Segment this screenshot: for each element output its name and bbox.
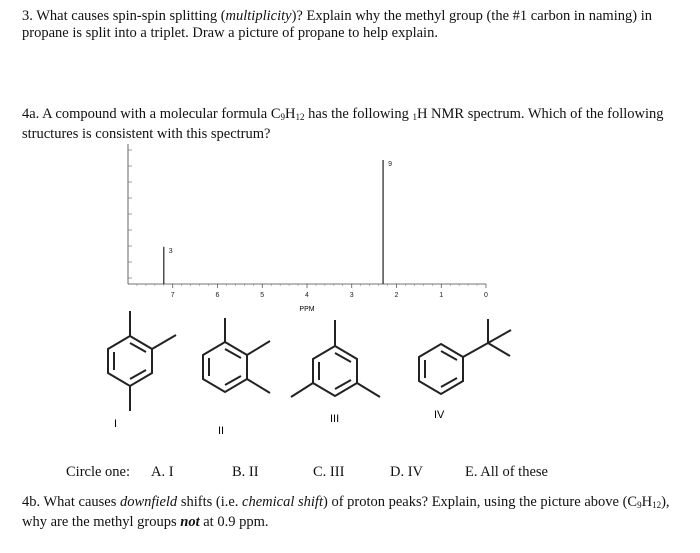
q4a-text-2: H bbox=[285, 106, 296, 122]
q4b-bold-italic: not bbox=[180, 514, 200, 530]
structure-iv-tert-butylbenzene bbox=[419, 319, 511, 394]
x-axis-tick-label: 0 bbox=[484, 292, 488, 299]
choice-prompt: Circle one: bbox=[66, 464, 131, 480]
x-axis-tick-label: 2 bbox=[394, 292, 399, 299]
q4a-sub-2: 12 bbox=[295, 112, 305, 122]
x-axis-label: PPM bbox=[299, 306, 315, 313]
q4b-text-4: H bbox=[641, 494, 653, 510]
choice-a[interactable]: A. I bbox=[151, 464, 174, 480]
q4b-text-3: ) of proton peaks? Explain, using the picture above (C bbox=[322, 494, 638, 510]
structure-label-iii: III bbox=[330, 413, 340, 425]
choice-b[interactable]: B. II bbox=[232, 464, 259, 480]
x-axis-tick-label: 1 bbox=[439, 292, 444, 299]
choice-c[interactable]: C. III bbox=[313, 464, 345, 480]
q4b-text-6: at 0.9 ppm. bbox=[199, 514, 269, 530]
structure-label-iv: IV bbox=[434, 409, 445, 421]
structure-i-mesitylene bbox=[108, 311, 176, 411]
q4b-text-1: 4b. What causes bbox=[22, 494, 120, 510]
x-axis-tick-label: 3 bbox=[349, 292, 354, 299]
q4b-italic-2: chemical shift bbox=[242, 494, 323, 510]
q4a-text-3: has the following bbox=[304, 106, 413, 122]
q4b-sub-1: 9 bbox=[637, 500, 642, 510]
peak-integration-label: 9 bbox=[388, 161, 392, 168]
x-axis-tick-label: 6 bbox=[215, 292, 220, 299]
question-4b bbox=[22, 494, 692, 531]
x-axis-tick-label: 4 bbox=[305, 292, 309, 299]
q3-text-lead: 3. What causes spin-spin splitting ( bbox=[22, 8, 226, 24]
q4a-text-1: 4a. A compound with a molecular formula C bbox=[22, 106, 281, 122]
structure-iii-123-trimethylbenzene bbox=[291, 320, 380, 397]
q4b-sub-2: 12 bbox=[652, 500, 662, 510]
q3-text-italic: multiplicity bbox=[225, 8, 292, 24]
structure-label-ii: II bbox=[218, 425, 225, 437]
x-axis-tick-label: 5 bbox=[260, 292, 265, 299]
q4b-italic-1: downfield bbox=[119, 494, 178, 510]
q4a-sub-3: 1 bbox=[412, 112, 417, 122]
structure-label-i: I bbox=[114, 418, 118, 430]
choice-d[interactable]: D. IV bbox=[390, 464, 424, 480]
q4b-text-2: shifts (i.e. bbox=[177, 494, 243, 510]
q4a-text-4: H NMR spectrum. Which of the following structures is consistent with this spectrum? bbox=[22, 106, 664, 142]
structure-ii-124-trimethylbenzene bbox=[203, 318, 270, 393]
q4b-text-5: ), why are the methyl groups bbox=[22, 494, 670, 530]
x-axis-tick-label: 7 bbox=[170, 292, 175, 299]
choice-e[interactable]: E. All of these bbox=[465, 464, 548, 480]
q3-text-tail: )? Explain why the methyl group (the #1 carbon in naming) in propane is split into a triplet. Draw a picture of propane to help explain. bbox=[22, 8, 652, 41]
q4a-sub-1: 9 bbox=[280, 112, 286, 122]
peak-integration-label: 3 bbox=[168, 247, 173, 255]
